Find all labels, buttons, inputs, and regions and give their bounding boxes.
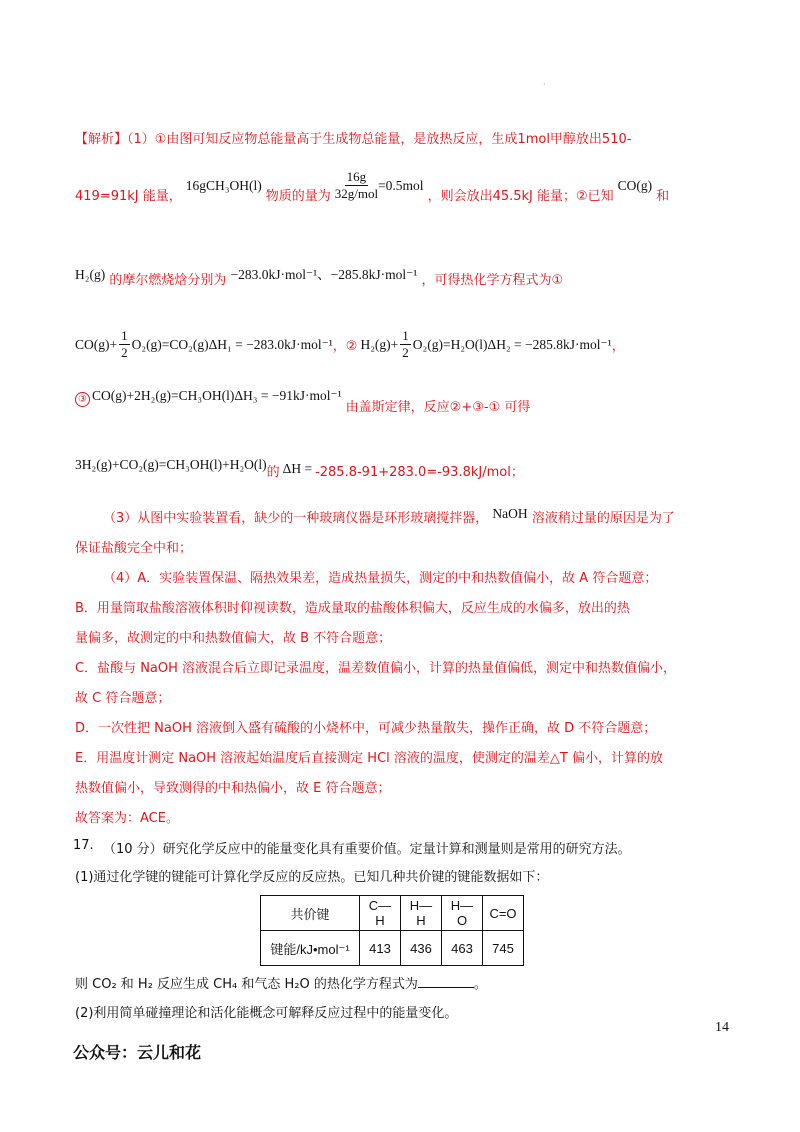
table-cell: 436	[401, 931, 442, 966]
combustion-values: −283.0kJ·mol⁻¹、−285.8kJ·mol⁻¹	[230, 267, 418, 282]
answer-line: 故答案为：ACE。	[75, 811, 179, 826]
table-header-cell: C=O	[483, 896, 524, 931]
fraction-result: =0.5mol	[378, 177, 424, 193]
page-number: 14	[715, 1020, 729, 1035]
fraction-denominator: 2	[402, 345, 409, 360]
table-header-cell: C—H	[360, 896, 401, 931]
analysis-line-6	[75, 455, 524, 480]
bond-energy-table	[260, 895, 524, 966]
question-stem: （10 分）研究化学反应中的能量变化具有重要价值。定量计算和测量则是常用的研究方法。	[103, 842, 631, 857]
fraction-denominator: 32g/mol	[334, 186, 379, 201]
part-4-c-2: 故 C 符合题意；	[75, 691, 171, 706]
fraction-numerator: 1	[402, 328, 409, 343]
analysis-text: 419=91kJ 能量，	[75, 189, 182, 204]
analysis-text: 物质的量为	[265, 189, 331, 204]
part-4-e-2: 热数值偏小，导致测得的中和热偏小，故 E 符合题意；	[75, 781, 391, 796]
line-end: ，	[611, 339, 625, 354]
fraction-numerator: 16g	[346, 169, 367, 184]
analysis-text: 溶液稍过量的原因是为了	[531, 511, 675, 526]
answer-blank[interactable]	[418, 975, 474, 988]
equation-1-part-a: CO(g)+	[75, 336, 118, 352]
question-part-1-prompt	[75, 973, 487, 992]
prompt-end: 。	[473, 977, 487, 992]
part-4-d: D．一次性把 NaOH 溶液倒入盛有硫酸的小烧杯中，可减少热量散失，操作正确，故 D 不符合题意；	[75, 721, 657, 736]
part-4-b-2: 量偏多，故测定的中和热数值偏大，故 B 不符合题意；	[75, 631, 392, 646]
part-3-line-1	[103, 507, 675, 526]
table-row-label: 键能/kJ•mol⁻¹	[261, 931, 360, 966]
delta-h: ΔH =	[282, 460, 313, 476]
fraction-half	[119, 328, 130, 361]
part-4-a: （4）A．实验装置保温、隔热效果差，造成热量损失，测定的中和热数值偏小，故 A 符合题意；	[103, 571, 658, 586]
prompt-text: 则 CO₂ 和 H₂ 反应生成 CH₄ 和气态 H₂O 的热化学方程式为	[75, 977, 418, 992]
table-cell: 413	[360, 931, 401, 966]
analysis-line-2	[75, 169, 670, 211]
formula-naoh: NaOH	[492, 506, 528, 521]
analysis-text: 的摩尔燃烧焓分别为	[109, 273, 227, 288]
equation-2-part-b: O₂(g)=H₂O(l)ΔH₂ = −285.8kJ·mol⁻¹	[412, 336, 612, 352]
part-4-c-1: C．盐酸与 NaOH 溶液混合后立即记录温度，温差数值偏小，计算的热量值偏低，测定中和热数值偏小，	[75, 661, 677, 676]
equation-1-part-b: O₂(g)=CO₂(g)ΔH₁ = −283.0kJ·mol⁻¹	[131, 336, 333, 352]
analysis-text: 由盖斯定律，反应②+③-① 可得	[345, 400, 531, 415]
top-dot: ·	[543, 80, 546, 89]
table-row	[261, 896, 524, 931]
fraction-denominator: 2	[121, 345, 128, 360]
table-header-cell: H—O	[442, 896, 483, 931]
equation-2-part-a: H₂(g)+	[360, 336, 399, 352]
equation-3: CO(g)+2H₂(g)=CH₃OH(l)ΔH₃ = −91kJ·mol⁻¹	[92, 387, 342, 403]
analysis-text: （3）从图中实验装置看，缺少的一种玻璃仪器是环形玻璃搅拌器，	[103, 511, 489, 526]
equation-final: 3H₂(g)+CO₂(g)=CH₃OH(l)+H₂O(l)	[75, 456, 267, 472]
analysis-line-3	[75, 268, 563, 288]
table-header-cell: H—H	[401, 896, 442, 931]
fraction-moles	[335, 169, 378, 202]
part-4-e-1: E．用温度计测定 NaOH 溶液起始温度后直接测定 HCl 溶液的温度，使测定的温差△T 偏小，计算的放	[75, 751, 663, 766]
formula-co: CO(g)	[617, 177, 653, 193]
table-header-cell: 共价键	[261, 896, 360, 931]
table-row	[261, 931, 524, 966]
question-part-2: (2)利用简单碰撞理论和活化能概念可解释反应过程中的能量变化。	[75, 1006, 458, 1021]
analysis-line-1: 【解析】（1）①由图可知反应物总能量高于生成物总能量，是放热反应，生成1mol甲醇放出510-	[75, 132, 632, 147]
part-3-line-2: 保证盐酸完全中和；	[75, 541, 193, 556]
delta-h-value: -285.8-91+283.0=-93.8kJ/mol；	[315, 465, 524, 480]
fraction-numerator: 1	[121, 328, 128, 343]
separator-2: ，②	[332, 339, 358, 354]
footer-label: 公众号：云儿和花	[73, 1043, 202, 1062]
part-4-b-1: B．用量筒取盐酸溶液体积时仰视读数，造成量取的盐酸体积偏大，反应生成的水偏多，放出的热	[75, 601, 630, 616]
table-cell: 745	[483, 931, 524, 966]
analysis-text: 的	[266, 465, 280, 480]
analysis-line-4	[75, 328, 625, 361]
question-number: 17.	[73, 838, 94, 853]
formula-ch3oh: 16gCH₃OH(l)	[185, 177, 262, 193]
fraction-half	[400, 328, 411, 361]
formula-h2: H₂(g)	[75, 267, 106, 282]
analysis-text: 和	[656, 189, 670, 204]
table-cell: 463	[442, 931, 483, 966]
analysis-text: ，可得热化学方程式为①	[421, 273, 564, 288]
question-part-1: (1)通过化学键的键能可计算化学反应的反应热。已知几种共价键的键能数据如下：	[75, 870, 549, 885]
circle-number-3: ③	[75, 392, 90, 407]
analysis-text: ，则会放出45.5kJ 能量；②已知	[427, 189, 614, 204]
analysis-line-5	[75, 387, 531, 415]
